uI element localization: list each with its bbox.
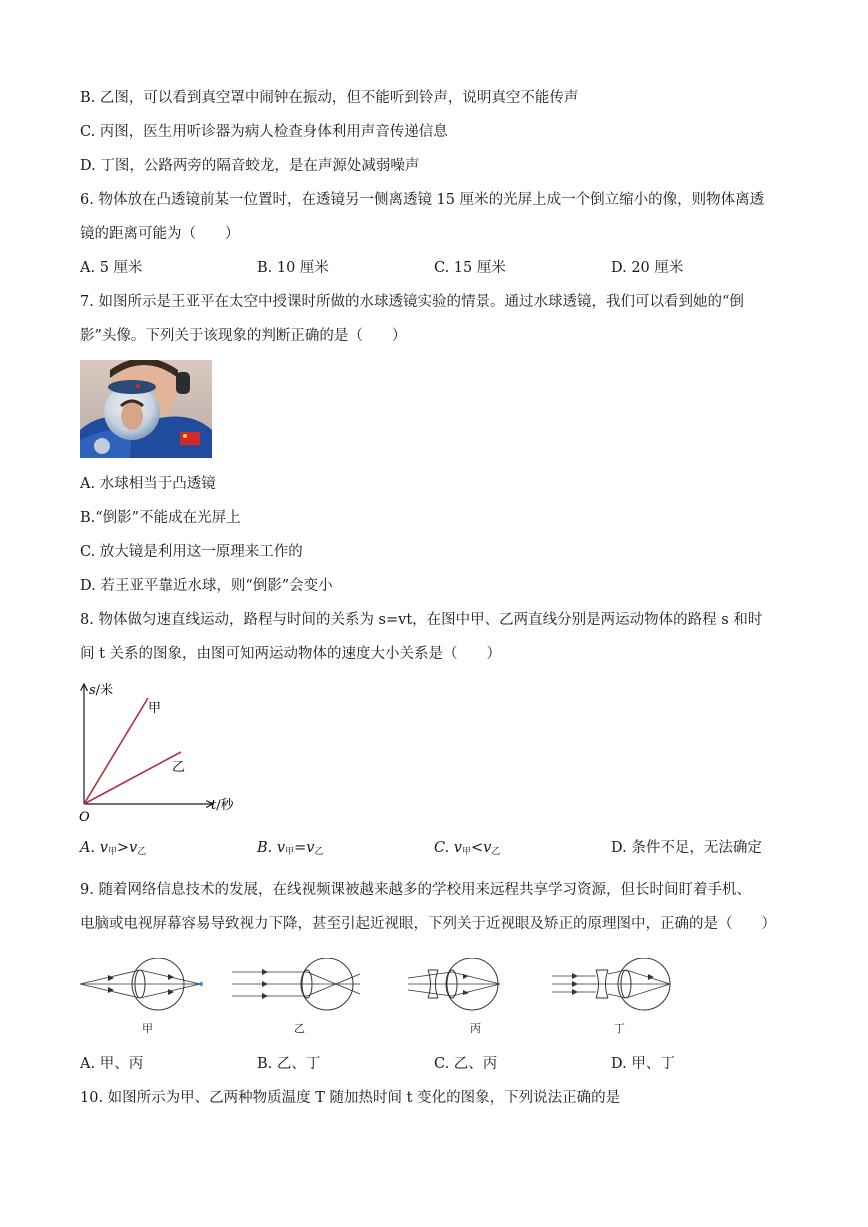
q8-option-a[interactable]: A. $v_甲>v_乙$ bbox=[80, 840, 147, 857]
q8-options bbox=[80, 838, 800, 858]
q8-option-c[interactable]: C. $v_甲<v_乙$ bbox=[434, 840, 501, 857]
q8-option-d[interactable]: D. 条件不足，无法确定 bbox=[611, 840, 762, 856]
eye-diagram-bing bbox=[408, 958, 543, 1036]
eye-label-yi: 乙 bbox=[294, 1022, 305, 1035]
q6-option-c[interactable]: C. 15 厘米 bbox=[434, 260, 506, 276]
q7-option-d[interactable]: D. 若王亚平靠近水球，则“倒影”会变小 bbox=[80, 578, 333, 594]
q9-stem-cont: 电脑或电视屏幕容易导致视力下降，甚至引起近视眼，下列关于近视眼及矫正的原理图中，正确的是（ ） bbox=[80, 916, 776, 932]
q7-stem: 7. 如图所示是王亚平在太空中授课时所做的水球透镜实验的情景。通过水球透镜，我们可以看到她的“倒 bbox=[80, 294, 744, 310]
q9-option-d[interactable]: D. 甲、丁 bbox=[611, 1056, 675, 1072]
y-axis-label: s/米 bbox=[89, 683, 114, 698]
q10-stem: 10. 如图所示为甲、乙两种物质温度 T 随加热时间 t 变化的图象，下列说法正确的是 bbox=[80, 1090, 621, 1106]
q7-option-a[interactable]: A. 水球相当于凸透镜 bbox=[80, 476, 216, 492]
q6-options bbox=[80, 258, 800, 278]
q8-stem-cont: 间 t 关系的图象，由图可知两运动物体的速度大小关系是（ ） bbox=[80, 646, 502, 662]
q9-option-c[interactable]: C. 乙、丙 bbox=[434, 1056, 498, 1072]
label-jia: 甲 bbox=[148, 701, 162, 716]
water-ball-photo bbox=[80, 360, 212, 458]
q5-option-d: D. 丁图，公路两旁的隔音蛟龙，是在声源处减弱噪声 bbox=[80, 158, 420, 174]
q9-options bbox=[80, 1054, 800, 1074]
q9-option-a[interactable]: A. 甲、丙 bbox=[80, 1056, 144, 1072]
q7-option-b[interactable]: B.“倒影”不能成在光屏上 bbox=[80, 510, 241, 526]
q9-stem: 9. 随着网络信息技术的发展，在线视频课被越来越多的学校用来远程共享学习资源，但长时间盯着手机、 bbox=[80, 882, 751, 898]
q9-option-b[interactable]: B. 乙、丁 bbox=[257, 1056, 321, 1072]
eye-diagram-ding bbox=[552, 958, 687, 1036]
line-yi bbox=[84, 752, 181, 804]
line-jia bbox=[84, 698, 148, 804]
s-t-graph bbox=[75, 678, 250, 826]
q8-option-b[interactable]: B. $v_甲=v_乙$ bbox=[257, 840, 324, 857]
eye-label-bing: 丙 bbox=[470, 1022, 481, 1035]
q5-option-b: B. 乙图，可以看到真空罩中闹钟在振动，但不能听到铃声，说明真空不能传声 bbox=[80, 90, 579, 106]
eye-diagram-yi bbox=[232, 958, 367, 1036]
q7-option-c[interactable]: C. 放大镜是利用这一原理来工作的 bbox=[80, 544, 303, 560]
eye-label-ding: 丁 bbox=[614, 1022, 625, 1035]
q7-stem-cont: 影”头像。下列关于该现象的判断正确的是（ ） bbox=[80, 328, 407, 344]
eye-diagram-jia bbox=[80, 958, 215, 1036]
origin-label: O bbox=[79, 810, 90, 825]
eye-label-jia: 甲 bbox=[142, 1022, 153, 1035]
x-axis-label: t/秒 bbox=[211, 798, 234, 813]
q6-stem: 6. 物体放在凸透镜前某一位置时，在透镜另一侧离透镜 15 厘米的光屏上成一个倒立缩小的像，则物体离透 bbox=[80, 192, 765, 208]
q6-option-d[interactable]: D. 20 厘米 bbox=[611, 260, 684, 276]
q6-stem-cont: 镜的距离可能为（ ） bbox=[80, 226, 240, 242]
q8-stem: 8. 物体做匀速直线运动，路程与时间的关系为 s=vt，在图中甲、乙两直线分别是两运动物体的路程 s 和时 bbox=[80, 612, 763, 628]
label-yi: 乙 bbox=[172, 760, 186, 775]
q5-option-c: C. 丙图，医生用听诊器为病人检查身体利用声音传递信息 bbox=[80, 124, 448, 140]
q6-option-b[interactable]: B. 10 厘米 bbox=[257, 260, 329, 276]
q6-option-a[interactable]: A. 5 厘米 bbox=[80, 260, 143, 276]
